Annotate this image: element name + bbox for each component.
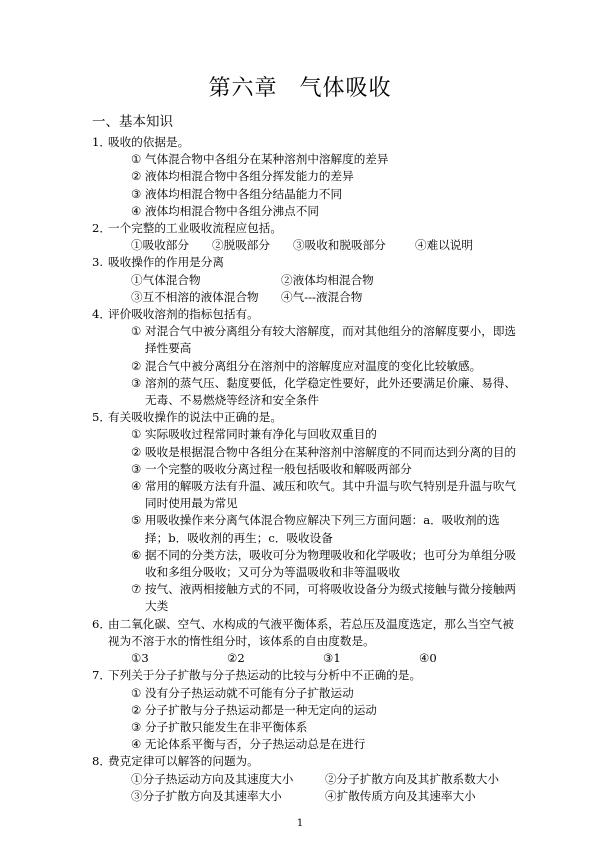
question-text: 由二氧化碳、空气、水构成的气液平衡体系，若总压及温度选定，那么当空气被视为不溶于水的惰性组分时，该体系的自由度数是。 <box>108 616 514 648</box>
option <box>131 323 522 357</box>
option-text: 液体均相混合物中各组分沸点不同 <box>145 203 319 218</box>
question-text: 评价吸收溶剂的指标包括有。 <box>108 307 259 322</box>
option <box>131 461 522 478</box>
option-text: 常用的解吸方法有升温、减压和吹气。其中升温与吹气特别是升温与吹气同时使用最为常见 <box>145 479 517 511</box>
question-number: 1． <box>92 135 111 149</box>
option-text: 液体均相混合物 <box>292 272 374 287</box>
option-text: 按气、液两相接触方式的不同，可将吸收设备分为级式接触与微分接触两大类 <box>145 582 517 614</box>
option-number: ① <box>131 324 142 339</box>
option <box>131 736 522 753</box>
option <box>131 547 522 581</box>
option-text: 1 <box>333 651 341 666</box>
question-text: 吸收的依据是。 <box>108 135 190 149</box>
question-1-options <box>92 151 522 220</box>
option-number: ③ <box>131 289 143 304</box>
question-number: 8． <box>92 754 111 769</box>
option-number: ① <box>131 651 142 666</box>
option-text: 扩散传质方向及其速率大小 <box>336 788 476 803</box>
question-8-options-row-1 <box>92 771 522 788</box>
option-number: ④ <box>131 737 142 752</box>
option-number: ① <box>131 771 143 786</box>
option-number: ② <box>131 358 142 373</box>
question-5-options <box>92 426 522 615</box>
option <box>131 444 522 461</box>
option <box>293 237 415 254</box>
option <box>325 771 519 788</box>
section-heading: 一、基本知识 <box>92 114 173 130</box>
option-text: 0 <box>429 651 437 666</box>
question-list <box>92 134 522 805</box>
option-number: ③ <box>131 788 143 803</box>
option-text: 混合气中被分离组分在溶剂中的溶解度应对温度的变化比较敏感。 <box>145 358 482 373</box>
question-text: 有关吸收操作的说法中正确的是。 <box>108 410 282 425</box>
option-text: 难以说明 <box>426 238 473 253</box>
question-6-options <box>92 650 522 667</box>
option-text: 吸收是根据混合物中各组分在某种溶剂中溶解度的不同而达到分离的目的 <box>145 444 517 459</box>
chapter-subject: 气体吸收 <box>299 76 392 101</box>
option <box>227 650 323 667</box>
option-text: 对混合气中被分离组分有较大溶解度，而对其他组分的溶解度要小，即选择性要高 <box>145 324 517 356</box>
option-number: ② <box>131 702 142 717</box>
option-number: ② <box>281 272 293 287</box>
option <box>131 581 522 615</box>
question-text: 费克定律可以解答的问题为。 <box>108 754 259 769</box>
option-number: ⑤ <box>131 513 142 528</box>
option-text: 分子热运动方向及其速度大小 <box>142 771 294 786</box>
option <box>131 151 522 168</box>
question-text: 下列关于分子扩散与分子热运动的比较与分析中不正确的是。 <box>108 668 422 683</box>
option <box>419 650 515 667</box>
option <box>131 426 522 443</box>
question-3 <box>92 254 522 271</box>
option-number: ① <box>131 238 143 253</box>
question-2 <box>92 220 522 237</box>
option-number: ① <box>131 152 142 167</box>
option-text: 3 <box>141 651 149 666</box>
option-number: ③ <box>323 651 334 666</box>
chapter-number: 第六章 <box>208 76 278 101</box>
option <box>131 478 522 512</box>
question-number: 4． <box>92 307 111 322</box>
option <box>325 788 519 805</box>
chapter-title <box>0 74 600 104</box>
option <box>131 186 522 203</box>
option <box>415 237 496 254</box>
option-text: 无论体系平衡与否，分子热运动总是在进行 <box>145 737 366 752</box>
option-text: 2 <box>237 651 245 666</box>
question-6 <box>92 616 522 650</box>
option <box>131 788 325 805</box>
question-number: 6． <box>92 616 111 631</box>
question-7 <box>92 667 522 684</box>
option-text: 实际吸收过程常同时兼有净化与回收双重目的 <box>145 427 377 442</box>
option-number: ③ <box>293 238 305 253</box>
question-number: 5． <box>92 410 111 425</box>
option-number: ④ <box>131 479 142 494</box>
option <box>212 237 293 254</box>
question-3-options-row-2 <box>92 289 522 306</box>
option-text: 用吸收操作来分离气体混合物应解决下列三方面问题：a．吸收剂的选择；b．吸收剂的再生；c．吸收设备 <box>145 513 500 545</box>
question-number: 3. <box>92 255 104 270</box>
option-number: ③ <box>131 719 142 734</box>
question-8-options-row-2 <box>92 788 522 805</box>
question-number: 2． <box>92 221 111 236</box>
option <box>131 375 522 409</box>
question-text: 一个完整的工业吸收流程应包括。 <box>108 221 282 236</box>
option <box>131 237 212 254</box>
option <box>131 650 227 667</box>
option-text: 分子扩散方向及其速率大小 <box>142 788 282 803</box>
option <box>131 203 522 220</box>
option <box>281 272 431 289</box>
question-8 <box>92 753 522 770</box>
option-text: 气体混合物 <box>142 272 201 287</box>
question-number: 7． <box>92 668 111 683</box>
question-1 <box>92 134 522 151</box>
option-text: 气体混合物中各组分在某种溶剂中溶解度的差异 <box>145 152 389 167</box>
option <box>131 168 522 185</box>
option-number: ⑦ <box>131 582 142 597</box>
option-number: ① <box>131 685 142 700</box>
option-text: 没有分子热运动就不可能有分子扩散运动 <box>145 685 354 700</box>
option-number: ① <box>131 272 143 287</box>
option-number: ③ <box>131 186 142 201</box>
option <box>131 719 522 736</box>
option-text: 脱吸部分 <box>223 238 270 253</box>
option-number: ① <box>131 427 142 442</box>
option <box>281 289 431 306</box>
question-3-options-row-1 <box>92 272 522 289</box>
question-7-options <box>92 685 522 754</box>
option <box>131 512 522 546</box>
option-number: ③ <box>131 461 142 476</box>
option-text: 气---液混合物 <box>292 289 363 304</box>
option-text: 互不相溶的液体混合物 <box>142 289 259 304</box>
question-text: 吸收操作的作用是分离 <box>108 255 224 270</box>
option-number: ② <box>131 169 142 184</box>
question-4 <box>92 306 522 323</box>
question-5 <box>92 409 522 426</box>
option-number: ② <box>131 444 142 459</box>
option-number: ③ <box>131 375 142 390</box>
option-number: ④ <box>325 788 337 803</box>
option-text: 液体均相混合物中各组分挥发能力的差异 <box>145 169 354 184</box>
option-number: ④ <box>415 238 427 253</box>
option-text: 一个完整的吸收分离过程一般包括吸收和解吸两部分 <box>145 461 412 476</box>
option-number: ⑥ <box>131 547 142 562</box>
option-text: 分子扩散方向及其扩散系数大小 <box>336 771 499 786</box>
question-2-options <box>92 237 522 254</box>
option-number: ④ <box>131 203 142 218</box>
page-number: 1 <box>296 818 304 829</box>
option <box>131 289 281 306</box>
option-text: 分子扩散只能发生在非平衡体系 <box>145 719 308 734</box>
option <box>131 702 522 719</box>
option-text: 液体均相混合物中各组分结晶能力不同 <box>145 186 343 201</box>
option-number: ② <box>325 771 337 786</box>
option <box>131 685 522 702</box>
option <box>131 272 281 289</box>
option-text: 分子扩散与分子热运动都是一种无定向的运动 <box>145 702 377 717</box>
option <box>131 358 522 375</box>
option <box>131 771 325 788</box>
option-text: 溶剂的蒸气压、黏度要低，化学稳定性要好，此外还要满足价廉、易得、无毒、不易燃烧等经济和安全条件 <box>145 375 517 408</box>
option-number: ④ <box>419 651 430 666</box>
option-number: ② <box>212 238 224 253</box>
option <box>323 650 419 667</box>
option-text: 据不同的分类方法，吸收可分为物理吸收和化学吸收；也可分为单组分吸收和多组分吸收；又可分为等温吸收和非等温吸收 <box>145 547 517 580</box>
option-number: ④ <box>281 289 293 304</box>
question-4-options <box>92 323 522 409</box>
option-text: 吸收部分 <box>142 238 189 253</box>
option-number: ② <box>227 651 238 666</box>
option-text: 吸收和脱吸部分 <box>304 238 386 253</box>
